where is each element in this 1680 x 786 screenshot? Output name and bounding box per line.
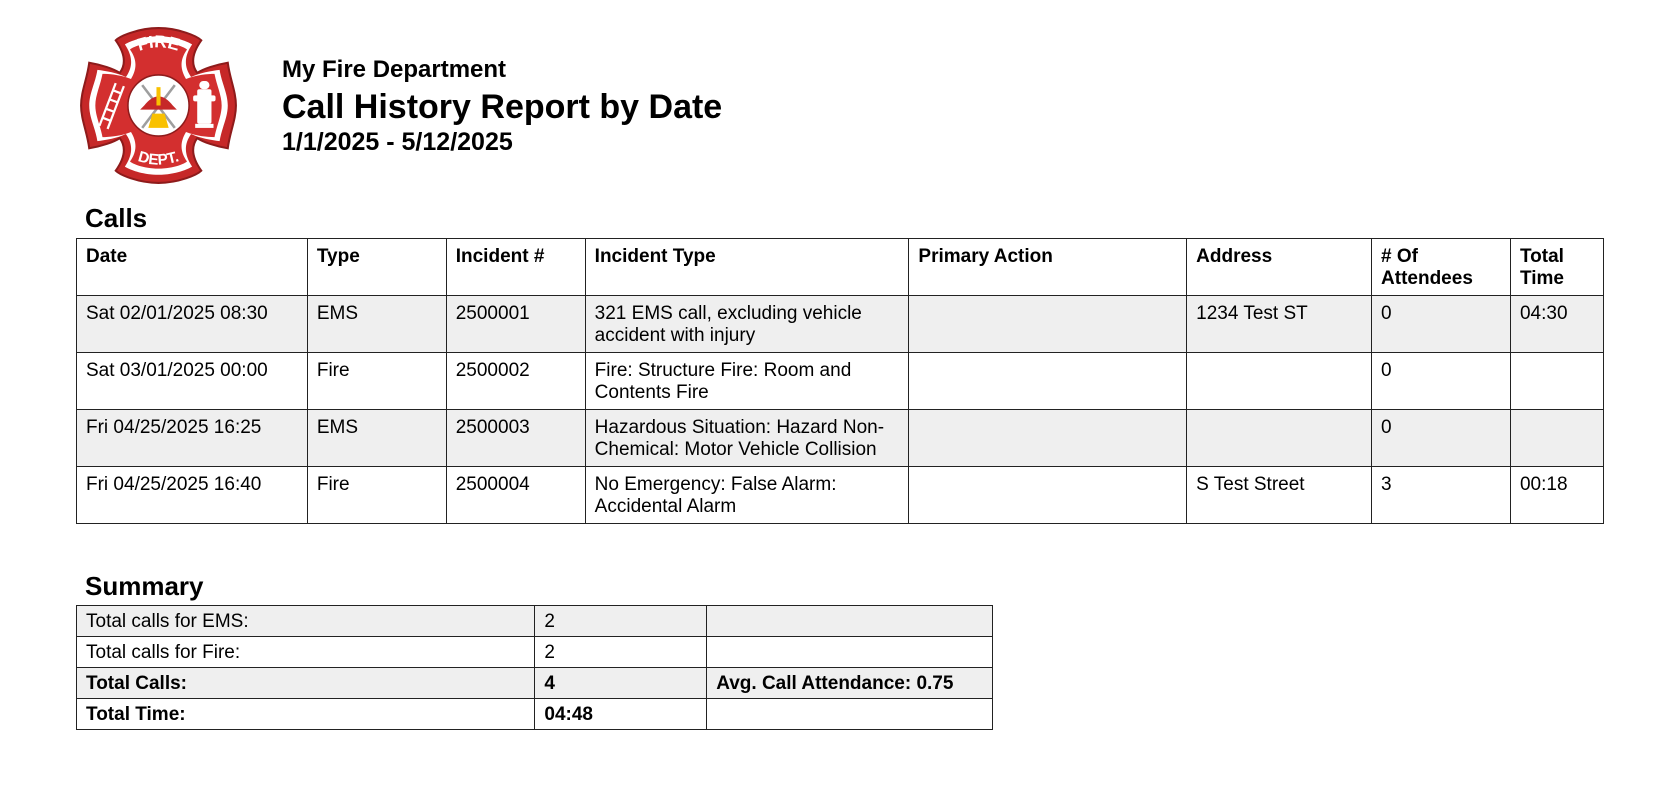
department-name: My Fire Department xyxy=(282,56,507,83)
cell-incident-type: Hazardous Situation: Hazard Non-Chemical: Motor Vehicle Collision xyxy=(585,410,909,467)
summary-value: 4 xyxy=(535,668,707,699)
calls-table xyxy=(76,238,1604,524)
summary-value: 2 xyxy=(535,637,707,668)
cell-incident-number: 2500003 xyxy=(446,410,585,467)
cell-type: EMS xyxy=(307,296,446,353)
summary-value: 2 xyxy=(535,606,707,637)
column-header-incident-number: Incident # xyxy=(446,239,585,296)
cell-date: Sat 03/01/2025 00:00 xyxy=(77,353,308,410)
column-header-attendees: # Of Attendees xyxy=(1372,239,1511,296)
cell-attendees: 0 xyxy=(1372,410,1511,467)
cell-type: Fire xyxy=(307,353,446,410)
column-header-address: Address xyxy=(1187,239,1372,296)
cell-type: Fire xyxy=(307,467,446,524)
column-header-total-time: Total Time xyxy=(1510,239,1603,296)
cell-primary-action xyxy=(909,296,1187,353)
report-header xyxy=(282,54,722,158)
summary-label: Total calls for Fire: xyxy=(77,637,535,668)
logo-bottom-text: DEPT. xyxy=(136,148,181,169)
calls-header-row xyxy=(77,239,1604,296)
table-row xyxy=(77,467,1604,524)
summary-row-total-calls xyxy=(77,668,993,699)
cell-incident-number: 2500002 xyxy=(446,353,585,410)
summary-extra xyxy=(707,637,993,668)
cell-incident-number: 2500004 xyxy=(446,467,585,524)
cell-date: Sat 02/01/2025 08:30 xyxy=(77,296,308,353)
cell-incident-number: 2500001 xyxy=(446,296,585,353)
cell-incident-type: No Emergency: False Alarm: Accidental Alarm xyxy=(585,467,909,524)
summary-label: Total calls for EMS: xyxy=(77,606,535,637)
column-header-primary-action: Primary Action xyxy=(909,239,1187,296)
summary-label: Total Time: xyxy=(77,699,535,730)
column-header-type: Type xyxy=(307,239,446,296)
helmet-icon xyxy=(140,85,177,128)
cell-type: EMS xyxy=(307,410,446,467)
cell-address xyxy=(1187,353,1372,410)
report-title: Call History Report by Date xyxy=(282,88,723,126)
summary-extra xyxy=(707,606,993,637)
cell-attendees: 0 xyxy=(1372,296,1511,353)
table-row xyxy=(77,410,1604,467)
fire-dept-logo xyxy=(77,24,240,187)
cell-incident-type: 321 EMS call, excluding vehicle accident with injury xyxy=(585,296,909,353)
table-row xyxy=(77,296,1604,353)
summary-label: Total Calls: xyxy=(77,668,535,699)
summary-row-total-time xyxy=(77,699,993,730)
cell-address: 1234 Test ST xyxy=(1187,296,1372,353)
table-row xyxy=(77,353,1604,410)
summary-extra xyxy=(707,699,993,730)
cell-date: Fri 04/25/2025 16:25 xyxy=(77,410,308,467)
cell-total-time xyxy=(1510,353,1603,410)
summary-section-title: Summary xyxy=(85,571,204,601)
cell-attendees: 3 xyxy=(1372,467,1511,524)
summary-row-ems xyxy=(77,606,993,637)
column-header-incident-type: Incident Type xyxy=(585,239,909,296)
cell-address xyxy=(1187,410,1372,467)
cell-total-time xyxy=(1510,410,1603,467)
logo-top-text: FIRE xyxy=(134,31,183,55)
summary-value: 04:48 xyxy=(535,699,707,730)
svg-text:FIRE xyxy=(135,31,182,54)
column-header-date: Date xyxy=(77,239,308,296)
cell-date: Fri 04/25/2025 16:40 xyxy=(77,467,308,524)
date-range: 1/1/2025 - 5/12/2025 xyxy=(282,128,513,156)
cell-total-time: 04:30 xyxy=(1510,296,1603,353)
cell-address: S Test Street xyxy=(1187,467,1372,524)
summary-table xyxy=(76,605,993,730)
cell-total-time: 00:18 xyxy=(1510,467,1603,524)
summary-row-fire xyxy=(77,637,993,668)
summary-avg-attendance: Avg. Call Attendance: 0.75 xyxy=(707,668,993,699)
cell-incident-type: Fire: Structure Fire: Room and Contents Fire xyxy=(585,353,909,410)
cell-primary-action xyxy=(909,353,1187,410)
cell-attendees: 0 xyxy=(1372,353,1511,410)
cell-primary-action xyxy=(909,467,1187,524)
cell-primary-action xyxy=(909,410,1187,467)
calls-section-title: Calls xyxy=(85,203,148,233)
